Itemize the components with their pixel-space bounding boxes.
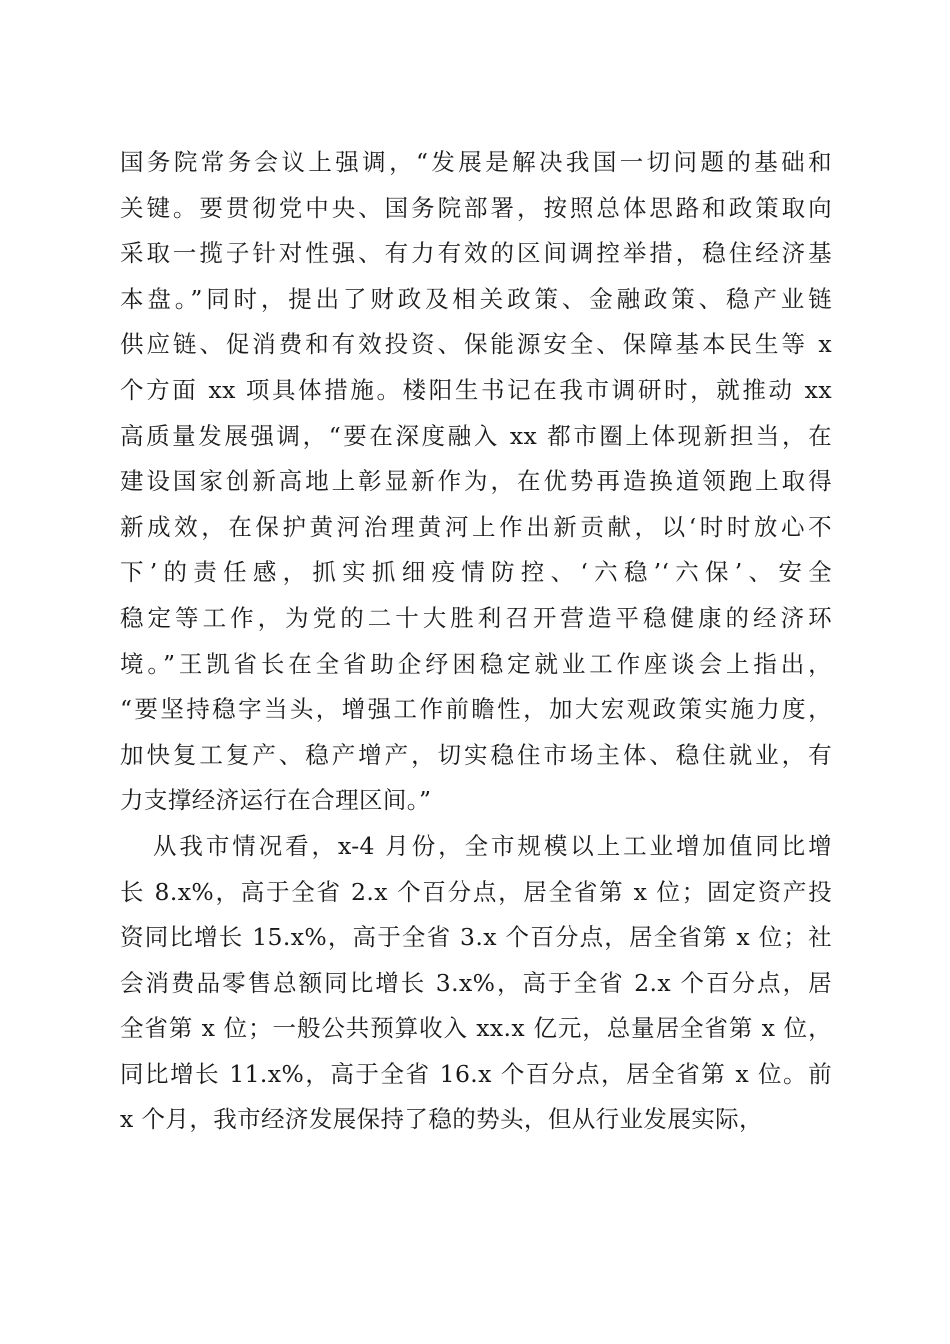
text-line: “要坚持稳字当头，增强工作前瞻性，加大宏观政策实施力度， bbox=[120, 695, 832, 724]
text-line: 从我市情况看，x-4 月份，全市规模以上工业增加值同比增 bbox=[153, 831, 832, 860]
text-line: 新成效，在保护黄河治理黄河上作出新贡献，以‘时时放心不 bbox=[120, 512, 832, 541]
body-text bbox=[120, 140, 832, 1143]
text-line: 同比增长 11.x%，高于全省 16.x 个百分点，居全省第 x 位。前 bbox=[120, 1059, 832, 1088]
text-line: 全省第 x 位；一般公共预算收入 xx.x 亿元，总量居全省第 x 位， bbox=[120, 1014, 832, 1043]
paragraph-policy-quotes bbox=[120, 140, 832, 824]
text-line: 关键。要贯彻党中央、国务院部署，按照总体思路和政策取向 bbox=[120, 193, 832, 222]
text-line: 境。”王凯省长在全省助企纾困稳定就业工作座谈会上指出， bbox=[120, 649, 832, 678]
text-line: 稳定等工作，为党的二十大胜利召开营造平稳健康的经济环 bbox=[120, 603, 832, 632]
text-line: 国务院常务会议上强调，“发展是解决我国一切问题的基础和 bbox=[120, 148, 832, 176]
text-line: 力支撑经济运行在合理区间。” bbox=[120, 786, 432, 815]
text-line: 本盘。”同时，提出了财政及相关政策、金融政策、稳产业链 bbox=[120, 284, 832, 313]
text-line: 采取一揽子针对性强、有力有效的区间调控举措，稳住经济基 bbox=[120, 239, 832, 268]
text-line: 建设国家创新高地上彰显新作为，在优势再造换道领跑上取得 bbox=[120, 467, 832, 496]
text-line: 资同比增长 15.x%，高于全省 3.x 个百分点，居全省第 x 位；社 bbox=[120, 923, 832, 952]
text-line: 高质量发展强调，“要在深度融入 xx 都市圈上体现新担当，在 bbox=[120, 421, 832, 450]
text-line: 长 8.x%，高于全省 2.x 个百分点，居全省第 x 位；固定资产投 bbox=[120, 877, 832, 906]
text-line: 供应链、促消费和有效投资、保能源安全、保障基本民生等 x bbox=[120, 330, 832, 359]
text-line: 下’的责任感，抓实抓细疫情防控、‘六稳’‘六保’、安全 bbox=[120, 558, 832, 587]
text-line: 会消费品零售总额同比增长 3.x%，高于全省 2.x 个百分点，居 bbox=[120, 968, 832, 997]
text-line: 个方面 xx 项具体措施。楼阳生书记在我市调研时，就推动 xx bbox=[120, 375, 832, 404]
text-line: x 个月，我市经济发展保持了稳的势头，但从行业发展实际， bbox=[120, 1105, 763, 1134]
text-line: 加快复工复产、稳产增产，切实稳住市场主体、稳住就业，有 bbox=[120, 740, 832, 769]
paragraph-city-statistics bbox=[120, 824, 832, 1143]
